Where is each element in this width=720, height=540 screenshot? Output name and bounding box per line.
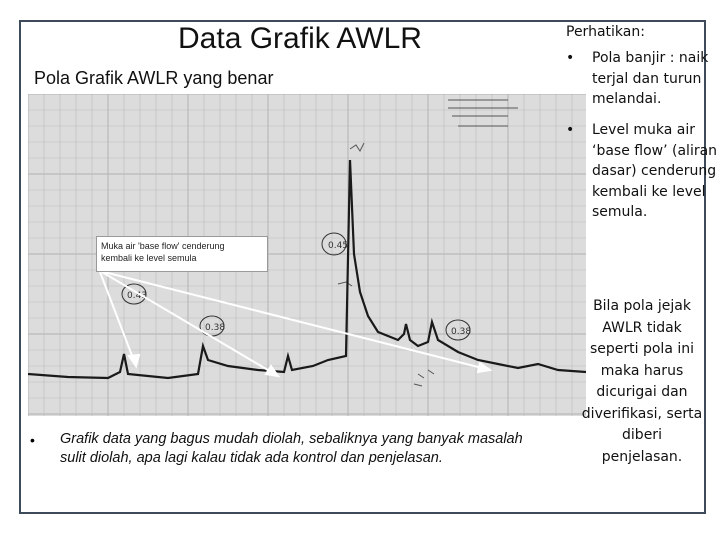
- base-flow-callout: [96, 236, 268, 272]
- side-bullet-2-text: Level muka air ‘base flow’ (aliran dasar) cenderung kembali ke level semula.: [592, 122, 718, 220]
- reading-label-2: 0.38: [205, 323, 226, 333]
- side-bullet-1-text: Pola banjir : naik terjal dan turun melandai.: [592, 50, 709, 107]
- callout-line-1: Muka air 'base flow' cenderung: [101, 241, 225, 251]
- bottom-bullet-text: Grafik data yang bagus mudah diolah, sebaliknya yang banyak masalah sulit diolah, apa lagi kalau tidak ada kontrol dan penjelasan.: [60, 431, 523, 466]
- slide-title: Data Grafik AWLR: [178, 22, 422, 55]
- reading-label-4: 0.43: [127, 291, 148, 301]
- reading-label-1: 0.45: [328, 241, 349, 251]
- side-heading: Perhatikan:: [566, 24, 645, 40]
- bullet-marker: •: [30, 432, 35, 448]
- verification-note: Bila pola jejak AWLR tidak seperti pola ini maka harus dicurigai dan diverifikasi, serta diberi penjelasan.: [581, 298, 703, 465]
- bullet-marker: •: [566, 122, 575, 138]
- reading-label-3: 0.38: [451, 327, 472, 337]
- callout-line-2: kembali ke level semula: [101, 253, 197, 263]
- bullet-marker: •: [566, 50, 575, 66]
- chart-subtitle: Pola Grafik AWLR yang benar: [34, 68, 274, 88]
